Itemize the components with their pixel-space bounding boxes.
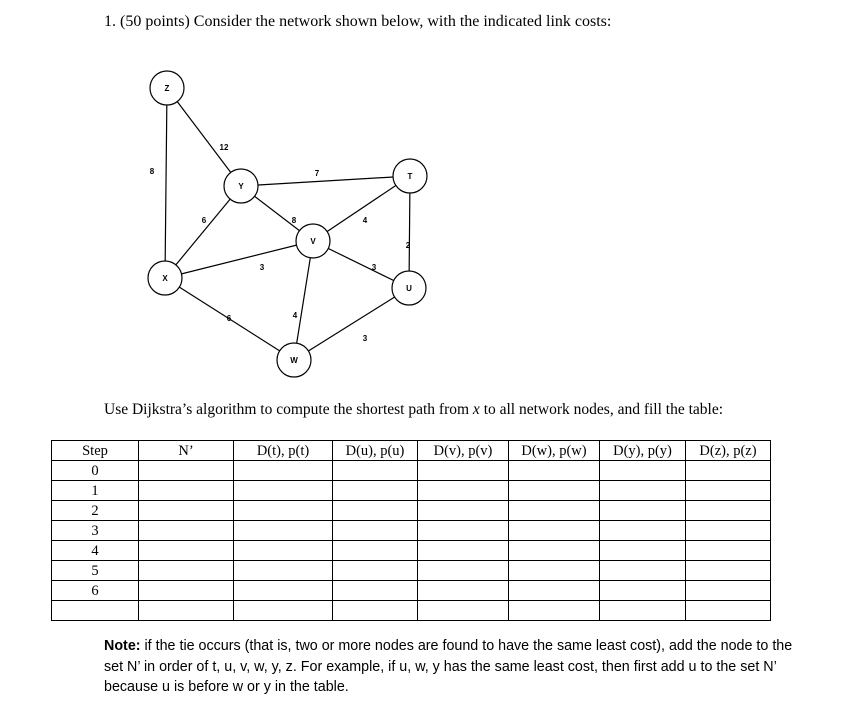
node-label-w: W <box>290 356 298 366</box>
node-x <box>148 261 182 295</box>
edge-cost-y-x: 6 <box>201 216 207 226</box>
instruction-var: x <box>472 401 480 418</box>
header-nprime: N’ <box>139 441 234 461</box>
table-cell <box>139 581 234 601</box>
note-body: if the tie occurs (that is, two or more nodes are found to have the same least cost), add the node to the set N’ in order of t, u, v, w, y, z. For example, if u, w, y has the same least cost, then first add u to the set N’ because u is before w or y in the table. <box>104 638 793 695</box>
table-row <box>52 561 771 581</box>
table-cell <box>234 501 333 521</box>
instruction-text <box>104 401 723 419</box>
table-cell <box>418 561 509 581</box>
table-cell <box>600 561 686 581</box>
table-header-row <box>52 441 771 461</box>
table-row <box>52 481 771 501</box>
table-cell <box>234 521 333 541</box>
table-cell <box>686 461 771 481</box>
table-cell <box>234 581 333 601</box>
table-cell <box>509 461 600 481</box>
table-cell <box>600 601 686 621</box>
edge-cost-x-v: 3 <box>259 263 265 273</box>
table-cell <box>139 561 234 581</box>
table-cell <box>418 581 509 601</box>
instruction-post: to all network nodes, and fill the table: <box>479 401 724 418</box>
edge-cost-v-t: 4 <box>362 216 368 226</box>
edge-cost-t-u: 2 <box>405 241 411 251</box>
step-cell: 1 <box>52 481 139 501</box>
table-cell <box>418 601 509 621</box>
table-cell <box>139 601 234 621</box>
table-cell <box>509 501 600 521</box>
table-row <box>52 581 771 601</box>
edge-cost-y-t: 7 <box>314 169 320 179</box>
table-cell <box>686 541 771 561</box>
node-label-z: Z <box>164 84 170 94</box>
table-cell <box>686 501 771 521</box>
step-cell <box>52 601 139 621</box>
edge-w-u <box>294 288 409 360</box>
table-cell <box>333 561 418 581</box>
table-cell <box>686 561 771 581</box>
edge-y-x <box>165 186 241 278</box>
table-row <box>52 601 771 621</box>
table-cell <box>333 541 418 561</box>
graph-nodes <box>148 71 427 377</box>
table-cell <box>600 541 686 561</box>
table-cell <box>333 581 418 601</box>
node-label-u: U <box>406 284 412 294</box>
table-cell <box>234 601 333 621</box>
step-cell: 3 <box>52 521 139 541</box>
step-cell: 4 <box>52 541 139 561</box>
edge-cost-x-w: 6 <box>226 314 232 324</box>
table-cell <box>509 521 600 541</box>
table-cell <box>139 501 234 521</box>
header-dz: D(z), p(z) <box>686 441 771 461</box>
table-cell <box>418 461 509 481</box>
table-row <box>52 521 771 541</box>
instruction-pre: Use Dijkstra’s algorithm to compute the shortest path from <box>104 401 473 418</box>
node-z <box>150 71 184 105</box>
dijkstra-table <box>51 440 771 621</box>
table-cell <box>139 541 234 561</box>
edge-cost-v-w: 4 <box>292 311 298 321</box>
table-cell <box>686 521 771 541</box>
table-cell <box>418 521 509 541</box>
table-cell <box>333 601 418 621</box>
table-cell <box>333 521 418 541</box>
table-cell <box>234 481 333 501</box>
table-cell <box>234 561 333 581</box>
table-row <box>52 501 771 521</box>
table-cell <box>333 461 418 481</box>
node-label-x: X <box>162 274 168 284</box>
edge-cost-z-y: 12 <box>219 143 229 153</box>
edge-cost-z-x: 8 <box>149 167 155 177</box>
table-cell <box>686 601 771 621</box>
node-w <box>277 343 311 377</box>
step-cell: 0 <box>52 461 139 481</box>
table-cell <box>600 461 686 481</box>
node-v <box>296 224 330 258</box>
table-cell <box>139 461 234 481</box>
table-cell <box>600 481 686 501</box>
table-cell <box>600 521 686 541</box>
node-u <box>392 271 426 305</box>
question-title: 1. (50 points) Consider the network shown below, with the indicated link costs: <box>104 13 612 30</box>
table-cell <box>418 481 509 501</box>
note-text <box>104 636 804 698</box>
edge-cost-v-u: 3 <box>371 263 377 273</box>
header-dy: D(y), p(y) <box>600 441 686 461</box>
edge-y-t <box>241 176 410 186</box>
table-cell <box>418 541 509 561</box>
header-dv: D(v), p(v) <box>418 441 509 461</box>
table-cell <box>509 601 600 621</box>
table-cell <box>509 581 600 601</box>
table-row <box>52 541 771 561</box>
edge-x-v <box>165 241 313 278</box>
table-cell <box>418 501 509 521</box>
table-cell <box>686 481 771 501</box>
dijkstra-table-wrap <box>51 440 770 621</box>
table-cell <box>600 581 686 601</box>
edge-z-y <box>167 88 241 186</box>
node-label-v: V <box>310 237 316 247</box>
table-row <box>52 461 771 481</box>
table-cell <box>509 541 600 561</box>
header-dt: D(t), p(t) <box>234 441 333 461</box>
step-cell: 5 <box>52 561 139 581</box>
table-cell <box>234 541 333 561</box>
step-cell: 6 <box>52 581 139 601</box>
edge-cost-y-v: 8 <box>291 216 297 226</box>
table-cell <box>139 481 234 501</box>
table-cell <box>509 481 600 501</box>
step-cell: 2 <box>52 501 139 521</box>
node-label-t: T <box>407 172 413 182</box>
header-step: Step <box>52 441 139 461</box>
node-y <box>224 169 258 203</box>
node-label-y: Y <box>238 182 244 192</box>
table-cell <box>600 501 686 521</box>
table-cell <box>686 581 771 601</box>
table-cell <box>333 481 418 501</box>
header-dw: D(w), p(w) <box>509 441 600 461</box>
header-du: D(u), p(u) <box>333 441 418 461</box>
table-cell <box>509 561 600 581</box>
table-cell <box>333 501 418 521</box>
table-cell <box>234 461 333 481</box>
note-label: Note: <box>104 638 141 654</box>
graph-edge-labels <box>150 143 411 343</box>
node-t <box>393 159 427 193</box>
table-cell <box>139 521 234 541</box>
edge-z-x <box>165 88 167 278</box>
edge-v-w <box>294 241 313 360</box>
edge-cost-w-u: 3 <box>362 334 368 344</box>
